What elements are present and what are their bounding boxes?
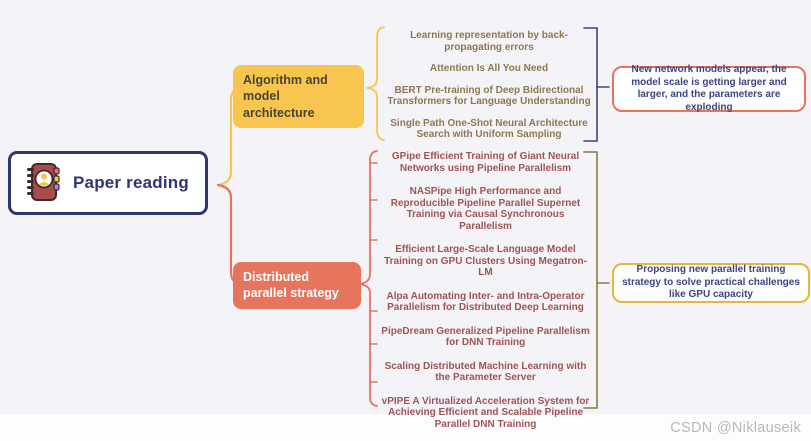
paper-item[interactable]: Single Path One-Shot Neural Architecture Search with Uniform Sampling <box>390 117 588 140</box>
paper-item[interactable]: GPipe Efficient Training of Giant Neural Networks using Pipeline Parallelism <box>391 151 580 174</box>
paper-item[interactable]: vPIPE A Virtualized Acceleration System for Achieving Efficient and Scalable Pipeline Parallel DNN Training <box>381 395 590 430</box>
root-label: Paper reading <box>73 173 189 192</box>
paper-item[interactable]: NASPipe High Performance and Reproducible Pipeline Parallel Supernet Training via Causal Synchronous Parallelism <box>390 186 581 232</box>
paper-item[interactable]: Attention Is All You Need <box>429 63 549 74</box>
paper-item[interactable]: PipeDream Generalized Pipeline Parallelism for DNN Training <box>381 325 590 348</box>
branch-node-algorithm[interactable]: Algorithm and model architecture <box>233 65 364 128</box>
paper-item[interactable]: Alpa Automating Inter- and Intra-Operator Parallelism for Distributed Deep Learning <box>386 290 585 313</box>
distributed-brace-ticks <box>370 163 377 382</box>
annotation-parallel-strategy[interactable]: Proposing new parallel training strategy to solve practical challenges like GPU capacity <box>612 263 810 303</box>
paper-item[interactable]: Efficient Large-Scale Language Model Training on GPU Clusters Using Megatron-LM <box>384 244 587 278</box>
paper-list-distributed <box>379 151 592 430</box>
root-node-paper-reading[interactable] <box>8 151 208 215</box>
distributed-brace <box>359 151 377 406</box>
notebook-avatar-icon <box>25 162 61 204</box>
algorithm-brace <box>367 27 384 140</box>
paper-list-algorithm <box>386 30 592 141</box>
watermark: CSDN @Niklauseik <box>670 420 801 436</box>
paper-item[interactable]: Scaling Distributed Machine Learning with the Parameter Server <box>384 360 587 383</box>
branch-node-distributed[interactable]: Distributed parallel strategy <box>233 262 361 309</box>
paper-item[interactable]: Learning representation by back-propagating errors <box>410 30 568 53</box>
annotation-model-scale[interactable]: New network models appear, the model scale is getting larger and larger, and the parameters are exploding <box>612 66 806 112</box>
paper-item[interactable]: BERT Pre-training of Deep Bidirectional Transformers for Language Understanding <box>387 84 591 107</box>
